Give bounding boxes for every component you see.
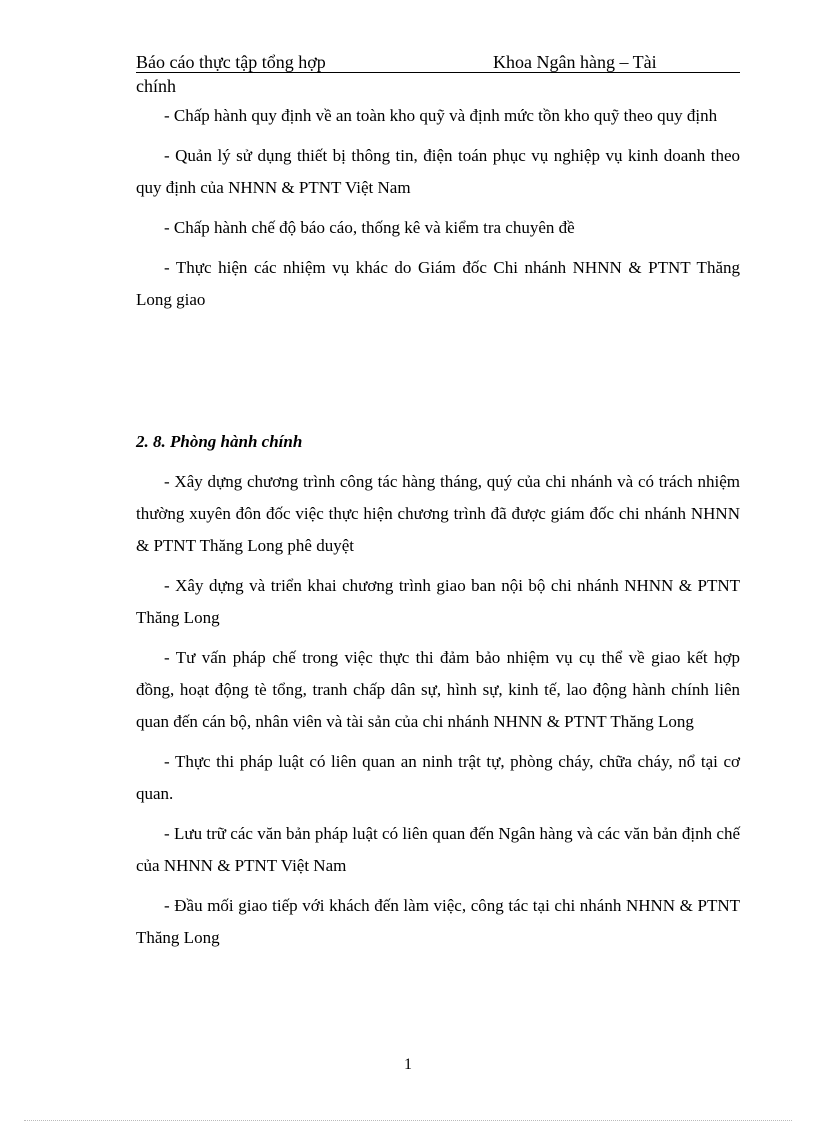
header-report-title: Báo cáo thực tập tổng hợp bbox=[136, 52, 326, 72]
paragraph: - Đầu mối giao tiếp với khách đến làm việc, công tác tại chi nhánh NHNN & PTNT Thăng Long bbox=[136, 896, 740, 947]
page-header bbox=[136, 50, 740, 99]
page-number: 1 bbox=[404, 1056, 412, 1073]
header-faculty: Khoa Ngân hàng – Tài bbox=[493, 52, 657, 72]
paragraph: - Quản lý sử dụng thiết bị thông tin, điện toán phục vụ nghiệp vụ kinh doanh theo quy định của NHNN & PTNT Việt Nam bbox=[136, 146, 740, 197]
spacer bbox=[136, 324, 740, 426]
header-faculty-continuation: chính bbox=[136, 76, 176, 96]
section-heading: 2. 8. Phòng hành chính bbox=[136, 432, 303, 451]
paragraph: - Chấp hành quy định về an toàn kho quỹ và định mức tồn kho quỹ theo quy định bbox=[164, 106, 718, 125]
paragraph: - Tư vấn pháp chế trong việc thực thi đảm bảo nhiệm vụ cụ thể về giao kết hợp đồng, hoạt động tè tổng, tranh chấp dân sự, hình sự, kinh tế, lao động hành chính liên quan đến cán bộ, nhân viên và tài sản của chi nhánh NHNN & PTNT Thăng Long bbox=[136, 648, 740, 731]
paragraph: - Xây dựng và triển khai chương trình giao ban nội bộ chi nhánh NHNN & PTNT Thăng Long bbox=[136, 576, 740, 627]
paragraph: - Lưu trữ các văn bản pháp luật có liên quan đến Ngân hàng và các văn bản định chế của NHNN & PTNT Việt Nam bbox=[136, 824, 740, 875]
paragraph: - Chấp hành chế độ báo cáo, thống kê và kiểm tra chuyên đề bbox=[164, 218, 575, 237]
page-bottom-divider bbox=[24, 1120, 792, 1121]
paragraph: - Thực thi pháp luật có liên quan an ninh trật tự, phòng cháy, chữa cháy, nổ tại cơ quan. bbox=[136, 752, 740, 803]
paragraph: - Xây dựng chương trình công tác hàng tháng, quý của chi nhánh và có trách nhiệm thường xuyên đôn đốc việc thực hiện chương trình đã được giám đốc chi nhánh NHNN & PTNT Thăng Long phê duyệt bbox=[136, 472, 740, 555]
document-body bbox=[136, 100, 740, 962]
paragraph: - Thực hiện các nhiệm vụ khác do Giám đốc Chi nhánh NHNN & PTNT Thăng Long giao bbox=[136, 258, 740, 309]
